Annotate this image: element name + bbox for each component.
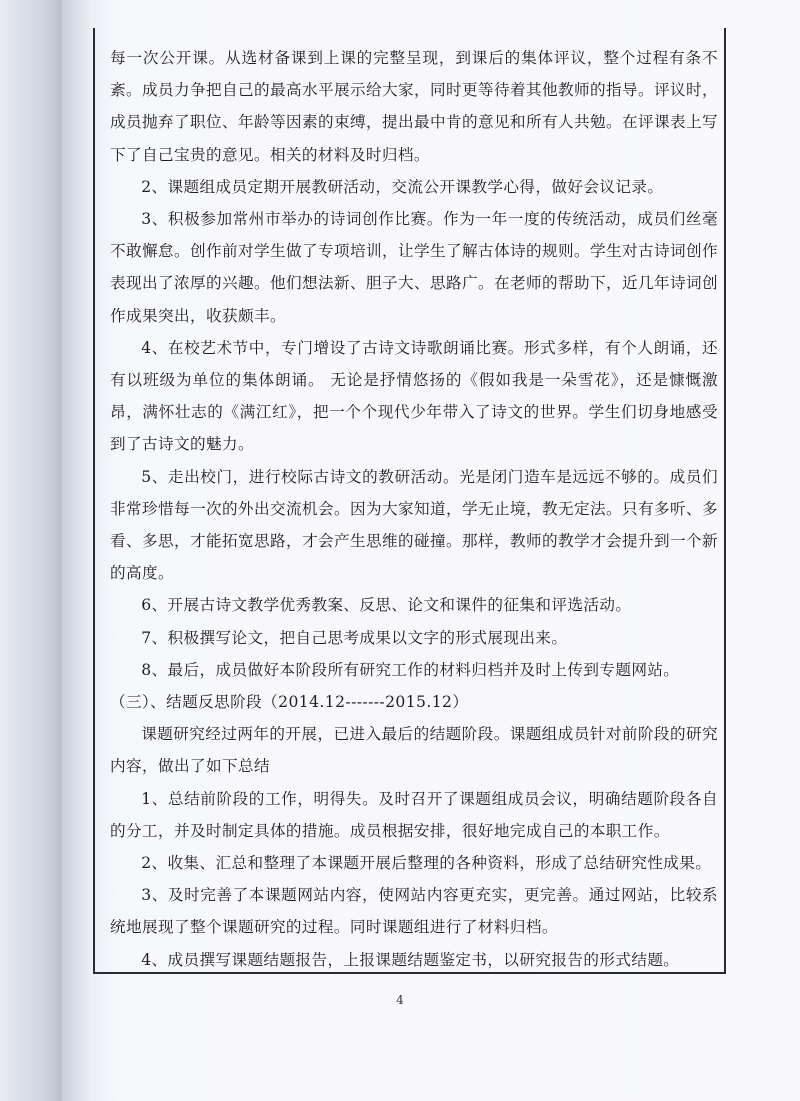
paragraph-summary-3: 3、及时完善了本课题网站内容，使网站内容更充实，更完善。通过网站，比较系统地展现了整个课题研究的过程。同时课题组进行了材料归档。 — [110, 886, 718, 937]
paragraph-summary-1: 1、总结前阶段的工作，明得失。及时召开了课题组成员会议，明确结题阶段各自的分工，并及时制定具体的措施。成员根据安排，很好地完成自己的本职工作。 — [110, 789, 718, 840]
paragraph-intro: 课题研究经过两年的开展，已进入最后的结题阶段。课题组成员针对前阶段的研究内容，做出了如下总结 — [110, 725, 718, 776]
paragraph-item-6: 6、开展古诗文教学优秀教案、反思、论文和课件的征集和评选活动。 — [141, 596, 632, 615]
paragraph-item-5: 5、走出校门，进行校际古诗文的教研活动。光是闭门造车是远远不够的。成员们非常珍惜每一次的外出交流机会。因为大家知道，学无止境，教无定法。只有多听、多看、多思，才能拓宽思路，才会产生思维的碰撞。那样，教师的教学才会提升到一个新的高度。 — [110, 467, 718, 583]
paragraph-continuation: 每一次公开课。从选材备课到上课的完整呈现，到课后的集体评议，整个过程有条不紊。成员力争把自己的最高水平展示给大家，同时更等待着其他教师的指导。评议时，成员抛弃了职位、年龄等因素的束缚，提出最中肯的意见和所有人共勉。在评课表上写下了自己宝贵的意见。相关的材料及时归档。 — [110, 49, 718, 164]
paragraph-summary-4: 4、成员撰写课题结题报告，上报课题结题鉴定书，以研究报告的形式结题。 — [141, 950, 680, 969]
section-heading: （三）、结题反思阶段（2014.12-------2015.12） — [110, 693, 469, 712]
book-spine-shadow — [0, 0, 62, 1101]
page-number: 4 — [396, 993, 404, 1007]
paragraph-item-7: 7、积极撰写论文，把自己思考成果以文字的形式展现出来。 — [141, 628, 568, 647]
paragraph-item-4: 4、在校艺术节中，专门增设了古诗文诗歌朗诵比赛。形式多样，有个人朗诵，还有以班级为单位的集体朗诵。 无论是抒情悠扬的《假如我是一朵雪花》，还是慷慨激昂，满怀壮志的《满江红》，把一个个现代少年带入了诗文的世界。学生们切身地感受到了古诗文的魅力。 — [110, 338, 718, 454]
paragraph-item-2: 2、课题组成员定期开展教研活动，交流公开课教学心得，做好会议记录。 — [141, 177, 664, 196]
paragraph-item-3: 3、积极参加常州市举办的诗词创作比赛。作为一年一度的传统活动，成员们丝毫不敢懈怠。创作前对学生做了专项培训，让学生了解古体诗的规则。学生对古诗词创作表现出了浓厚的兴趣。他们想法新、胆子大、思路广。在老师的帮助下，近几年诗词创作成果突出，收获颇丰。 — [110, 210, 718, 325]
document-body — [110, 42, 718, 976]
paragraph-item-8: 8、最后，成员做好本阶段所有研究工作的材料归档并及时上传到专题网站。 — [141, 660, 680, 679]
paragraph-summary-2: 2、收集、汇总和整理了本课题开展后整理的各种资料，形成了总结研究性成果。 — [141, 854, 712, 873]
